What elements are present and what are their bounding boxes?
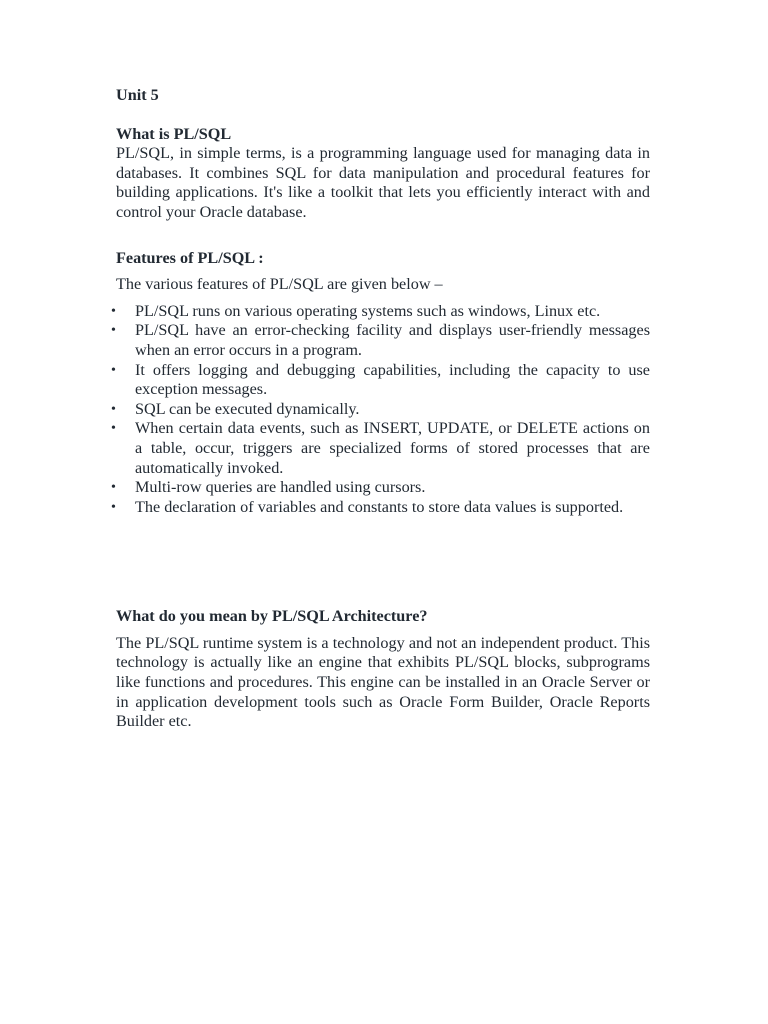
list-item-text: PL/SQL have an error-checking facility and displays user-friendly messages when an error occurs in a program. xyxy=(135,321,650,359)
list-item-text: When certain data events, such as INSERT, UPDATE, or DELETE actions on a table, occur, triggers are specialized forms of stored processes that are automatically invoked. xyxy=(135,419,650,477)
features-intro: The various features of PL/SQL are given below – xyxy=(116,275,443,294)
section-body-what-is-plsql: PL/SQL, in simple terms, is a programming language used for managing data in databases. It combines SQL for data manipulation and procedural features for building applications. It's like a toolkit that lets you efficiently interact with and control your Oracle database. xyxy=(116,144,650,221)
bullet-icon: • xyxy=(111,480,116,496)
list-item xyxy=(111,360,650,400)
features-list xyxy=(111,301,650,518)
bullet-icon: • xyxy=(111,323,116,339)
bullet-icon: • xyxy=(111,499,116,515)
list-item-text: It offers logging and debugging capabilities, including the capacity to use exception messages. xyxy=(135,360,650,399)
list-item xyxy=(111,419,650,478)
unit-title: Unit 5 xyxy=(116,86,159,104)
list-item xyxy=(111,399,650,420)
bullet-icon: • xyxy=(111,362,116,378)
list-item xyxy=(111,478,650,498)
section-heading-what-is-plsql: What is PL/SQL xyxy=(116,124,232,143)
document-page xyxy=(111,86,650,732)
section-heading-features: Features of PL/SQL : xyxy=(116,248,264,267)
list-item xyxy=(111,497,650,518)
list-item-text: The declaration of variables and constants to store data values is supported. xyxy=(135,497,624,516)
list-item xyxy=(111,301,650,322)
list-item xyxy=(111,321,650,360)
list-item-text: Multi-row queries are handled using cursors. xyxy=(135,478,426,497)
bullet-icon: • xyxy=(111,421,116,437)
bullet-icon: • xyxy=(111,303,116,319)
bullet-icon: • xyxy=(111,401,116,417)
section-body-architecture: The PL/SQL runtime system is a technology and not an independent product. This technology is actually like an engine that exhibits PL/SQL blocks, subprograms like functions and procedures. This engine can be installed in an Oracle Server or in application development tools such as Oracle Form Builder, Oracle Reports Builder etc. xyxy=(116,633,650,731)
list-item-text: PL/SQL runs on various operating systems such as windows, Linux etc. xyxy=(135,301,601,320)
section-heading-architecture: What do you mean by PL/SQL Architecture? xyxy=(116,607,428,626)
list-item-text: SQL can be executed dynamically. xyxy=(135,399,360,418)
